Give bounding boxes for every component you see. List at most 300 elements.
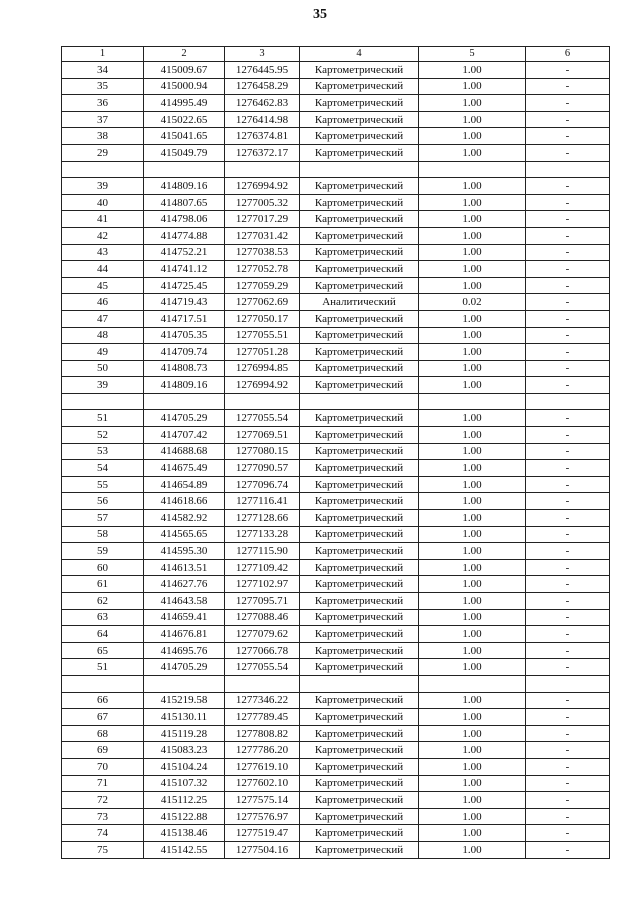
table-cell-col-3: 1277090.57 <box>225 460 300 477</box>
table-row <box>62 377 610 394</box>
page-number: 35 <box>313 7 327 22</box>
table-cell-col-1: 51 <box>62 410 144 427</box>
table-cell-col-2: 415138.46 <box>144 825 225 842</box>
table-row <box>62 62 610 79</box>
table-cell-col-2: 415083.23 <box>144 742 225 759</box>
table-cell-col-4: Картометрический <box>300 526 419 543</box>
table-cell-col-2: 414995.49 <box>144 95 225 112</box>
table-cell-col-2: 414627.76 <box>144 576 225 593</box>
table-cell-col-2: 414752.21 <box>144 244 225 261</box>
table-cell-col-6: - <box>526 742 610 759</box>
table-cell-col-6: - <box>526 792 610 809</box>
table-row <box>62 427 610 444</box>
table-cell-col-4: Картометрический <box>300 227 419 244</box>
table-cell-col-6: - <box>526 642 610 659</box>
table-cell-col-1: 47 <box>62 310 144 327</box>
table-row <box>62 642 610 659</box>
table-cell-col-4: Картометрический <box>300 277 419 294</box>
table-cell-col-4: Картометрический <box>300 659 419 676</box>
table-cell-col-1: 65 <box>62 642 144 659</box>
table-cell-col-3: 1277102.97 <box>225 576 300 593</box>
coordinates-table <box>61 46 610 859</box>
table-cell-col-4: Картометрический <box>300 609 419 626</box>
table-cell-col-1: 59 <box>62 543 144 560</box>
table-cell-col-5: 1.00 <box>419 626 526 643</box>
table-cell-col-2: 414807.65 <box>144 194 225 211</box>
table-cell-col-2: 414705.29 <box>144 410 225 427</box>
table-row <box>62 792 610 809</box>
table-cell-col-2: 415009.67 <box>144 62 225 79</box>
table-cell-col-1: 43 <box>62 244 144 261</box>
table-cell-col-5: 1.00 <box>419 775 526 792</box>
table-cell-col-6: - <box>526 95 610 112</box>
table-row <box>62 576 610 593</box>
table-cell-col-5: 1.00 <box>419 95 526 112</box>
table-cell-col-5: 1.00 <box>419 144 526 161</box>
table-cell-col-4: Картометрический <box>300 244 419 261</box>
table-cell-col-5: 1.00 <box>419 327 526 344</box>
table-cell-col-4: Картометрический <box>300 78 419 95</box>
table-cell-col-2: 415122.88 <box>144 808 225 825</box>
table-cell-col-3: 1277808.82 <box>225 725 300 742</box>
table-cell-col-2: 414676.81 <box>144 626 225 643</box>
table-cell-col-3: 1277128.66 <box>225 510 300 527</box>
table-cell-col-1: 73 <box>62 808 144 825</box>
table-cell-col-5: 1.00 <box>419 377 526 394</box>
table-cell-col-5: 1.00 <box>419 841 526 858</box>
table-row <box>62 95 610 112</box>
table-cell-col-2: 414798.06 <box>144 211 225 228</box>
table-cell-col-3: 1277088.46 <box>225 609 300 626</box>
table-cell-col-6: - <box>526 327 610 344</box>
table-cell-col-1: 40 <box>62 194 144 211</box>
table-cell-col-6: - <box>526 543 610 560</box>
table-row <box>62 211 610 228</box>
table-cell-col-4: Картометрический <box>300 194 419 211</box>
table-cell-col-3: 1277051.28 <box>225 344 300 361</box>
table-cell-col-2: 415142.55 <box>144 841 225 858</box>
table-row <box>62 593 610 610</box>
table-cell-col-1: 58 <box>62 526 144 543</box>
table-cell-col-5: 1.00 <box>419 476 526 493</box>
table-cell-col-6: - <box>526 294 610 311</box>
table-cell-col-1: 50 <box>62 360 144 377</box>
table-cell-col-1: 54 <box>62 460 144 477</box>
table-cell-col-2: 414565.65 <box>144 526 225 543</box>
table-cell-col-5: 1.00 <box>419 709 526 726</box>
table-cell-col-6: - <box>526 692 610 709</box>
table-cell-col-5: 1.00 <box>419 792 526 809</box>
table-cell-col-6: - <box>526 427 610 444</box>
table-cell-col-6: - <box>526 609 610 626</box>
table-cell-col-3: 1277050.17 <box>225 310 300 327</box>
table-cell-col-6: - <box>526 460 610 477</box>
table-cell-col-3: 1277346.22 <box>225 692 300 709</box>
empty-cell <box>144 675 225 692</box>
table-cell-col-4: Аналитический <box>300 294 419 311</box>
table-cell-col-5: 0.02 <box>419 294 526 311</box>
table-cell-col-5: 1.00 <box>419 510 526 527</box>
table-row <box>62 609 610 626</box>
table-cell-col-4: Картометрический <box>300 626 419 643</box>
table-cell-col-6: - <box>526 261 610 278</box>
table-row <box>62 725 610 742</box>
table-cell-col-2: 415130.11 <box>144 709 225 726</box>
empty-cell <box>526 161 610 178</box>
table-cell-col-1: 42 <box>62 227 144 244</box>
table-cell-col-2: 415041.65 <box>144 128 225 145</box>
table-cell-col-4: Картометрический <box>300 95 419 112</box>
table-cell-col-3: 1277080.15 <box>225 443 300 460</box>
table-cell-col-1: 61 <box>62 576 144 593</box>
table-cell-col-3: 1277576.97 <box>225 808 300 825</box>
table-cell-col-4: Картометрический <box>300 692 419 709</box>
table-cell-col-4: Картометрический <box>300 62 419 79</box>
group-separator-row <box>62 393 610 410</box>
empty-cell <box>526 393 610 410</box>
table-cell-col-6: - <box>526 808 610 825</box>
table-cell-col-2: 415000.94 <box>144 78 225 95</box>
table-cell-col-5: 1.00 <box>419 211 526 228</box>
table-row <box>62 360 610 377</box>
table-cell-col-1: 39 <box>62 377 144 394</box>
table-cell-col-4: Картометрический <box>300 758 419 775</box>
header-cell-1: 1 <box>62 47 144 62</box>
table-cell-col-6: - <box>526 244 610 261</box>
table-cell-col-2: 415119.28 <box>144 725 225 742</box>
table-cell-col-3: 1277038.53 <box>225 244 300 261</box>
table-cell-col-2: 414618.66 <box>144 493 225 510</box>
table-row <box>62 510 610 527</box>
header-cell-4: 4 <box>300 47 419 62</box>
table-cell-col-4: Картометрический <box>300 559 419 576</box>
table-cell-col-6: - <box>526 758 610 775</box>
table-cell-col-4: Картометрический <box>300 725 419 742</box>
table-cell-col-3: 1276445.95 <box>225 62 300 79</box>
table-cell-col-4: Картометрический <box>300 792 419 809</box>
table-cell-col-3: 1277519.47 <box>225 825 300 842</box>
table-cell-col-1: 63 <box>62 609 144 626</box>
table-cell-col-3: 1277059.29 <box>225 277 300 294</box>
table-cell-col-2: 414675.49 <box>144 460 225 477</box>
table-row <box>62 294 610 311</box>
table-cell-col-5: 1.00 <box>419 128 526 145</box>
table-cell-col-4: Картометрический <box>300 460 419 477</box>
table-cell-col-3: 1277575.14 <box>225 792 300 809</box>
table-cell-col-2: 414595.30 <box>144 543 225 560</box>
table-cell-col-1: 71 <box>62 775 144 792</box>
table-row <box>62 543 610 560</box>
table-cell-col-1: 52 <box>62 427 144 444</box>
table-cell-col-6: - <box>526 344 610 361</box>
table-cell-col-5: 1.00 <box>419 443 526 460</box>
table-cell-col-2: 414659.41 <box>144 609 225 626</box>
table-cell-col-5: 1.00 <box>419 78 526 95</box>
table-cell-col-4: Картометрический <box>300 775 419 792</box>
table-cell-col-4: Картометрический <box>300 111 419 128</box>
table-cell-col-5: 1.00 <box>419 808 526 825</box>
table-cell-col-3: 1276994.92 <box>225 178 300 195</box>
table-cell-col-2: 414688.68 <box>144 443 225 460</box>
table-cell-col-3: 1277116.41 <box>225 493 300 510</box>
empty-cell <box>62 161 144 178</box>
table-cell-col-6: - <box>526 725 610 742</box>
table-cell-col-2: 414741.12 <box>144 261 225 278</box>
table-cell-col-3: 1277052.78 <box>225 261 300 278</box>
table-cell-col-1: 37 <box>62 111 144 128</box>
table-cell-col-5: 1.00 <box>419 659 526 676</box>
table-cell-col-2: 414717.51 <box>144 310 225 327</box>
table-cell-col-6: - <box>526 593 610 610</box>
table-cell-col-3: 1277066.78 <box>225 642 300 659</box>
table-row <box>62 626 610 643</box>
table-row <box>62 692 610 709</box>
table-cell-col-1: 35 <box>62 78 144 95</box>
table-row <box>62 825 610 842</box>
empty-cell <box>144 393 225 410</box>
table-cell-col-4: Картометрический <box>300 593 419 610</box>
table-cell-col-4: Картометрический <box>300 510 419 527</box>
table-cell-col-3: 1276374.81 <box>225 128 300 145</box>
group-separator-row <box>62 161 610 178</box>
table-cell-col-3: 1277055.51 <box>225 327 300 344</box>
table-cell-col-6: - <box>526 277 610 294</box>
table-cell-col-5: 1.00 <box>419 559 526 576</box>
table-cell-col-5: 1.00 <box>419 758 526 775</box>
table-cell-col-1: 68 <box>62 725 144 742</box>
table-cell-col-6: - <box>526 476 610 493</box>
table-cell-col-1: 34 <box>62 62 144 79</box>
table-cell-col-4: Картометрический <box>300 344 419 361</box>
empty-cell <box>300 161 419 178</box>
table-cell-col-3: 1276994.92 <box>225 377 300 394</box>
table-cell-col-5: 1.00 <box>419 111 526 128</box>
table-row <box>62 144 610 161</box>
table-cell-col-4: Картометрический <box>300 825 419 842</box>
table-cell-col-1: 38 <box>62 128 144 145</box>
table-cell-col-3: 1277095.71 <box>225 593 300 610</box>
table-cell-col-4: Картометрический <box>300 576 419 593</box>
table-cell-col-6: - <box>526 78 610 95</box>
table-cell-col-2: 414707.42 <box>144 427 225 444</box>
table-cell-col-2: 414719.43 <box>144 294 225 311</box>
table-row <box>62 709 610 726</box>
table-header-row <box>62 47 610 62</box>
table-cell-col-1: 41 <box>62 211 144 228</box>
table-cell-col-1: 48 <box>62 327 144 344</box>
table-row <box>62 460 610 477</box>
table-row <box>62 443 610 460</box>
table-cell-col-2: 414613.51 <box>144 559 225 576</box>
table-row <box>62 178 610 195</box>
table-cell-col-1: 75 <box>62 841 144 858</box>
table-cell-col-1: 64 <box>62 626 144 643</box>
table-cell-col-1: 57 <box>62 510 144 527</box>
table-cell-col-4: Картометрический <box>300 261 419 278</box>
table-cell-col-4: Картометрический <box>300 360 419 377</box>
empty-cell <box>526 675 610 692</box>
table-cell-col-1: 36 <box>62 95 144 112</box>
table-cell-col-1: 39 <box>62 178 144 195</box>
table-cell-col-3: 1277602.10 <box>225 775 300 792</box>
table-cell-col-5: 1.00 <box>419 642 526 659</box>
table-row <box>62 841 610 858</box>
table-cell-col-6: - <box>526 178 610 195</box>
table-cell-col-1: 62 <box>62 593 144 610</box>
table-cell-col-1: 67 <box>62 709 144 726</box>
table-cell-col-5: 1.00 <box>419 244 526 261</box>
table-row <box>62 78 610 95</box>
table-cell-col-4: Картометрический <box>300 808 419 825</box>
header-cell-2: 2 <box>144 47 225 62</box>
table-cell-col-3: 1277109.42 <box>225 559 300 576</box>
table-cell-col-6: - <box>526 377 610 394</box>
table-cell-col-6: - <box>526 709 610 726</box>
table-cell-col-5: 1.00 <box>419 360 526 377</box>
table-row <box>62 493 610 510</box>
table-cell-col-1: 69 <box>62 742 144 759</box>
table-cell-col-2: 415104.24 <box>144 758 225 775</box>
table-cell-col-5: 1.00 <box>419 825 526 842</box>
table-cell-col-1: 46 <box>62 294 144 311</box>
table-cell-col-3: 1277069.51 <box>225 427 300 444</box>
table-cell-col-6: - <box>526 559 610 576</box>
table-cell-col-5: 1.00 <box>419 277 526 294</box>
table-cell-col-3: 1276372.17 <box>225 144 300 161</box>
table-cell-col-5: 1.00 <box>419 178 526 195</box>
table-cell-col-2: 414809.16 <box>144 377 225 394</box>
table-cell-col-1: 66 <box>62 692 144 709</box>
table-cell-col-5: 1.00 <box>419 427 526 444</box>
table-cell-col-6: - <box>526 775 610 792</box>
table-cell-col-3: 1277079.62 <box>225 626 300 643</box>
empty-cell <box>62 393 144 410</box>
table-cell-col-5: 1.00 <box>419 194 526 211</box>
table-cell-col-5: 1.00 <box>419 493 526 510</box>
table-cell-col-5: 1.00 <box>419 460 526 477</box>
table-cell-col-2: 414705.29 <box>144 659 225 676</box>
table-cell-col-6: - <box>526 410 610 427</box>
table-cell-col-2: 415112.25 <box>144 792 225 809</box>
table-cell-col-3: 1276414.98 <box>225 111 300 128</box>
table-cell-col-4: Картометрический <box>300 642 419 659</box>
table-cell-col-6: - <box>526 194 610 211</box>
table-row <box>62 410 610 427</box>
table-row <box>62 128 610 145</box>
table-cell-col-2: 414808.73 <box>144 360 225 377</box>
table-row <box>62 327 610 344</box>
table-cell-col-1: 70 <box>62 758 144 775</box>
table-cell-col-6: - <box>526 825 610 842</box>
table-cell-col-3: 1277055.54 <box>225 659 300 676</box>
table-cell-col-3: 1277055.54 <box>225 410 300 427</box>
table-cell-col-2: 414654.89 <box>144 476 225 493</box>
table-cell-col-3: 1277005.32 <box>225 194 300 211</box>
table-row <box>62 526 610 543</box>
table-cell-col-5: 1.00 <box>419 227 526 244</box>
table-cell-col-4: Картометрический <box>300 709 419 726</box>
table-cell-col-6: - <box>526 310 610 327</box>
table-cell-col-4: Картометрический <box>300 427 419 444</box>
table-cell-col-1: 44 <box>62 261 144 278</box>
table-cell-col-4: Картометрический <box>300 493 419 510</box>
empty-cell <box>419 161 526 178</box>
table-cell-col-6: - <box>526 62 610 79</box>
table-cell-col-1: 45 <box>62 277 144 294</box>
table-cell-col-3: 1276458.29 <box>225 78 300 95</box>
table-cell-col-5: 1.00 <box>419 410 526 427</box>
table-cell-col-1: 55 <box>62 476 144 493</box>
table-cell-col-1: 49 <box>62 344 144 361</box>
table-cell-col-3: 1277504.16 <box>225 841 300 858</box>
table-cell-col-3: 1277789.45 <box>225 709 300 726</box>
table-row <box>62 775 610 792</box>
empty-cell <box>300 675 419 692</box>
empty-cell <box>300 393 419 410</box>
table-cell-col-2: 414705.35 <box>144 327 225 344</box>
table-cell-col-3: 1276994.85 <box>225 360 300 377</box>
table-cell-col-6: - <box>526 111 610 128</box>
table-row <box>62 659 610 676</box>
table-row <box>62 194 610 211</box>
table-cell-col-4: Картометрический <box>300 543 419 560</box>
table-cell-col-2: 415219.58 <box>144 692 225 709</box>
table-cell-col-6: - <box>526 841 610 858</box>
table-row <box>62 277 610 294</box>
table-cell-col-1: 51 <box>62 659 144 676</box>
table-cell-col-3: 1277786.20 <box>225 742 300 759</box>
table-cell-col-1: 72 <box>62 792 144 809</box>
header-cell-3: 3 <box>225 47 300 62</box>
table-cell-col-6: - <box>526 493 610 510</box>
table-cell-col-5: 1.00 <box>419 261 526 278</box>
empty-cell <box>62 675 144 692</box>
table-row <box>62 344 610 361</box>
table-cell-col-6: - <box>526 576 610 593</box>
table-cell-col-6: - <box>526 144 610 161</box>
table-body <box>62 47 610 859</box>
table-cell-col-5: 1.00 <box>419 344 526 361</box>
table-cell-col-5: 1.00 <box>419 543 526 560</box>
table-cell-col-4: Картометрический <box>300 410 419 427</box>
table-cell-col-2: 414709.74 <box>144 344 225 361</box>
empty-cell <box>225 393 300 410</box>
empty-cell <box>419 675 526 692</box>
group-separator-row <box>62 675 610 692</box>
table-cell-col-5: 1.00 <box>419 526 526 543</box>
table-row <box>62 808 610 825</box>
table-cell-col-6: - <box>526 227 610 244</box>
table-cell-col-4: Картометрический <box>300 128 419 145</box>
table-cell-col-2: 414695.76 <box>144 642 225 659</box>
table-cell-col-2: 415107.32 <box>144 775 225 792</box>
table-cell-col-4: Картометрический <box>300 377 419 394</box>
table-cell-col-4: Картометрический <box>300 178 419 195</box>
empty-cell <box>419 393 526 410</box>
table-cell-col-6: - <box>526 626 610 643</box>
table-cell-col-1: 60 <box>62 559 144 576</box>
table-cell-col-4: Картометрический <box>300 476 419 493</box>
table-cell-col-6: - <box>526 443 610 460</box>
table-cell-col-2: 414809.16 <box>144 178 225 195</box>
empty-cell <box>144 161 225 178</box>
table-cell-col-4: Картометрический <box>300 327 419 344</box>
table-row <box>62 742 610 759</box>
table-cell-col-2: 415022.65 <box>144 111 225 128</box>
table-cell-col-6: - <box>526 360 610 377</box>
table-row <box>62 227 610 244</box>
table-cell-col-3: 1277031.42 <box>225 227 300 244</box>
